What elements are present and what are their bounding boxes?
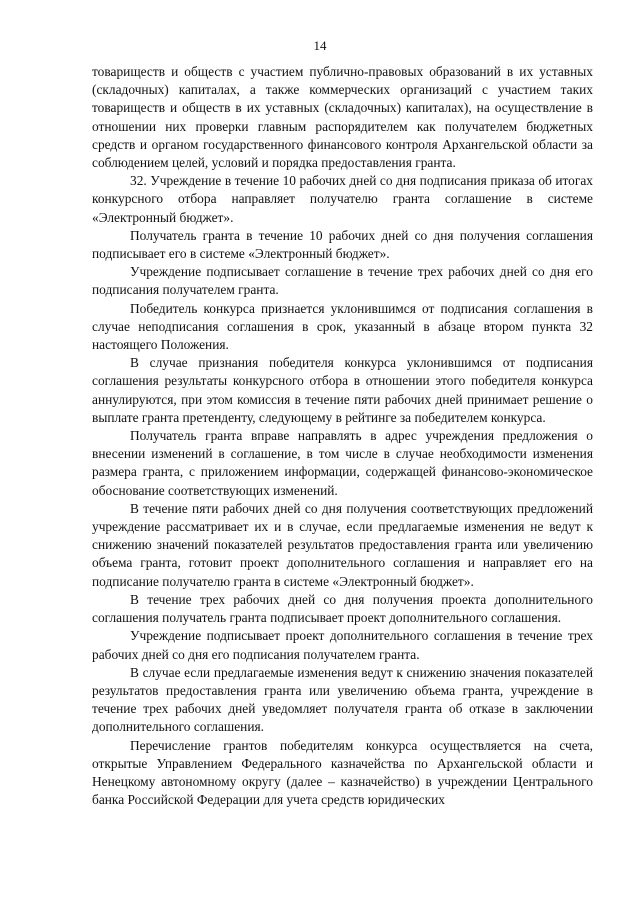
paragraph-last: Перечисление грантов победителям конкурса осуществляется на счета, открытые Управлением Федерального казначейства по Архангельской области и Ненецкому автономному округу (далее – казначейство) в учреждении Центрального банка Российской Федерации для учета средств юридических [92, 737, 593, 808]
paragraph-item-32: 32. Учреждение в течение 10 рабочих дней со дня подписания приказа об итогах конкурсного отбора направляет получателю гранта соглашение в системе «Электронный бюджет». [92, 173, 593, 225]
paragraph-continuation: товариществ и обществ с участием публично-правовых образований в их уставных (складочных) капиталах, а также коммерческих организаций с участием таких товариществ и обществ в их уставных (складочных) капиталах), на осуществление в отношении них проверки главным распорядителем как получателем бюджетных средств и органом государственного финансового контроля Архангельской области за соблюдением целей, условий и порядка предоставления гранта. [92, 64, 593, 171]
paragraph: В случае признания победителя конкурса уклонившимся от подписания соглашения результаты конкурсного отбора в отношении этого победителя конкурса аннулируются, при этом комиссия в течение пяти рабочих дней принимает решение о выплате гранта претенденту, следующему в рейтинге за победителем конкурса. [92, 355, 593, 425]
paragraph: Учреждение подписывает соглашение в течение трех рабочих дней со дня его подписания получателем гранта. [92, 264, 593, 298]
paragraph: Учреждение подписывает проект дополнительного соглашения в течение трех рабочих дней со дня его подписания получателем гранта. [92, 628, 593, 662]
paragraph: В случае если предлагаемые изменения ведут к снижению значения показателей результатов предоставления гранта или увеличению объема гранта, учреждение в течение трех рабочих дней уведомляет получателя гранта об отказе в заключении дополнительного соглашения. [92, 664, 593, 735]
paragraph: В течение пяти рабочих дней со дня получения соответствующих предложений учреждение рассматривает их и в случае, если предлагаемые изменения не ведут к снижению значений показателей результатов предоставления гранта или увеличению объема гранта, готовит проект дополнительного соглашения и направляет его на подписание получателю гранта в системе «Электронный бюджет». [92, 500, 593, 589]
paragraph: В течение трех рабочих дней со дня получения проекта дополнительного соглашения получатель гранта подписывает проект дополнительного соглашения. [92, 591, 593, 626]
paragraph: Получатель гранта вправе направлять в адрес учреждения предложения о внесении изменений в соглашение, в том числе в случае необходимости изменения размера гранта, с приложением информации, содержащей финансово-экономическое обоснование соответствующих изменений. [92, 428, 593, 498]
page-number: 14 [313, 38, 327, 53]
paragraph: Получатель гранта в течение 10 рабочих дней со дня получения соглашения подписывает его в системе «Электронный бюджет». [92, 227, 593, 262]
paragraph: Победитель конкурса признается уклонившимся от подписания соглашения в случае неподписания соглашения в срок, указанный в абзаце втором пункта 32 настоящего Положения. [92, 300, 593, 353]
document-body [92, 63, 593, 809]
